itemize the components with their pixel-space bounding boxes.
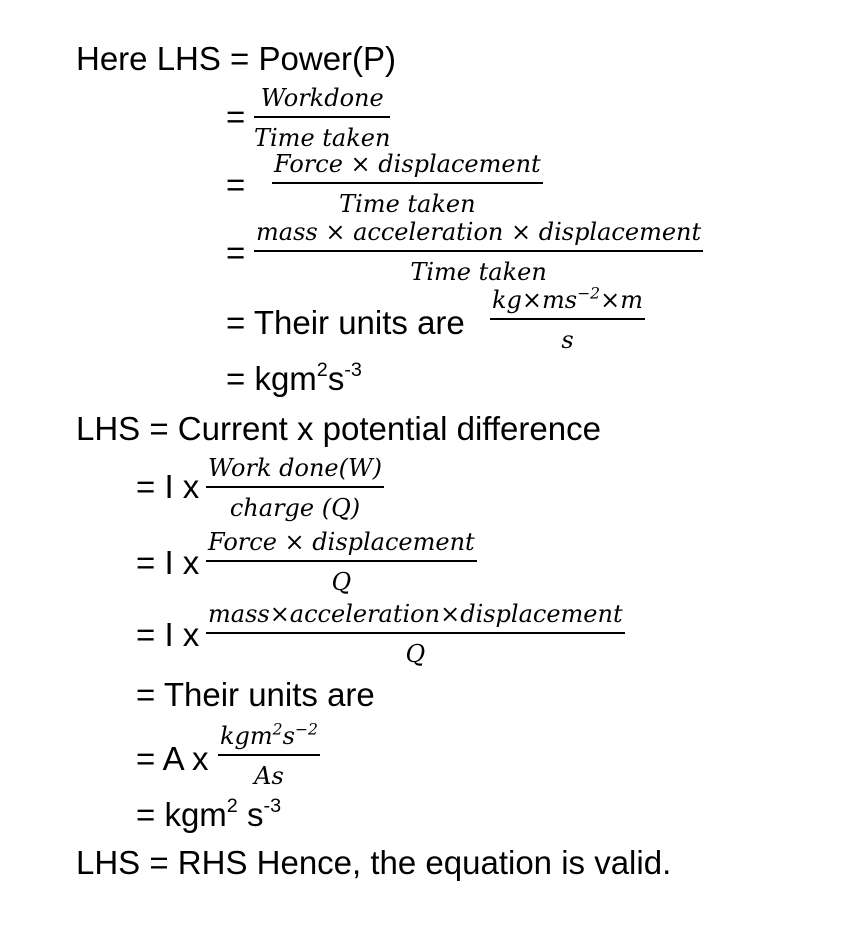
numerator-mid: s xyxy=(282,722,295,750)
denominator: As xyxy=(254,762,284,790)
numerator xyxy=(218,720,320,756)
numerator-exponent-2: −2 xyxy=(294,720,318,739)
line-their-units-2: = Their units are xyxy=(136,676,375,713)
numerator: mass×acceleration×displacement xyxy=(206,602,625,634)
fraction-units-power xyxy=(490,284,645,354)
fraction-force-displacement-q xyxy=(206,530,477,594)
numerator: Work done(W) xyxy=(206,456,384,488)
equals-sign: = xyxy=(226,166,246,203)
equals-sign: = xyxy=(226,234,246,271)
line-a-times: = A x xyxy=(136,740,209,777)
line-their-units: = Their units are xyxy=(226,304,465,341)
line-i-times: = I x xyxy=(136,616,200,653)
denominator: Time taken xyxy=(339,190,476,218)
denominator: Time taken xyxy=(410,258,547,286)
numerator: Workdone xyxy=(254,86,390,118)
numerator xyxy=(490,284,645,320)
numerator: Force × displacement xyxy=(272,152,543,184)
fraction-mass-acceleration-displacement-q xyxy=(206,602,625,666)
result-mid: s xyxy=(237,796,264,833)
fraction-units-current xyxy=(218,720,320,790)
line-result-units-2 xyxy=(136,795,282,833)
denominator: s xyxy=(561,326,574,354)
result-exp-2: -3 xyxy=(344,359,362,382)
fraction-work-charge xyxy=(206,456,384,520)
fraction-mass-acceleration-displacement-time xyxy=(254,220,703,284)
line-result-units-1 xyxy=(226,359,362,397)
line-lhs-power: Here LHS = Power(P) xyxy=(76,40,397,77)
denominator: Time taken xyxy=(254,124,391,152)
equals-sign: = xyxy=(226,98,246,135)
denominator: charge (Q) xyxy=(229,494,361,522)
result-exp-1: 2 xyxy=(226,795,238,818)
denominator: Q xyxy=(405,640,426,668)
result-base: = kgm xyxy=(136,796,227,833)
result-exp-2: -3 xyxy=(263,795,282,818)
fraction-workdone-time xyxy=(254,86,390,150)
result-mid: s xyxy=(327,360,345,397)
line-lhs-current-pd: LHS = Current x potential difference xyxy=(76,410,601,447)
numerator-base: kg×ms xyxy=(492,286,578,314)
denominator: Q xyxy=(331,568,352,596)
result-exp-1: 2 xyxy=(316,359,328,382)
numerator-tail: ×m xyxy=(600,286,643,314)
numerator: mass × acceleration × displacement xyxy=(254,220,703,252)
line-conclusion: LHS = RHS Hence, the equation is valid. xyxy=(76,844,672,881)
line-i-times: = I x xyxy=(136,468,200,505)
numerator-exponent: −2 xyxy=(577,284,601,303)
fraction-force-displacement-time xyxy=(272,152,543,216)
numerator-base: kgm xyxy=(220,722,273,750)
result-base: = kgm xyxy=(226,360,317,397)
numerator: Force × displacement xyxy=(206,530,477,562)
line-i-times: = I x xyxy=(136,544,200,581)
numerator-exponent-1: 2 xyxy=(272,720,283,739)
